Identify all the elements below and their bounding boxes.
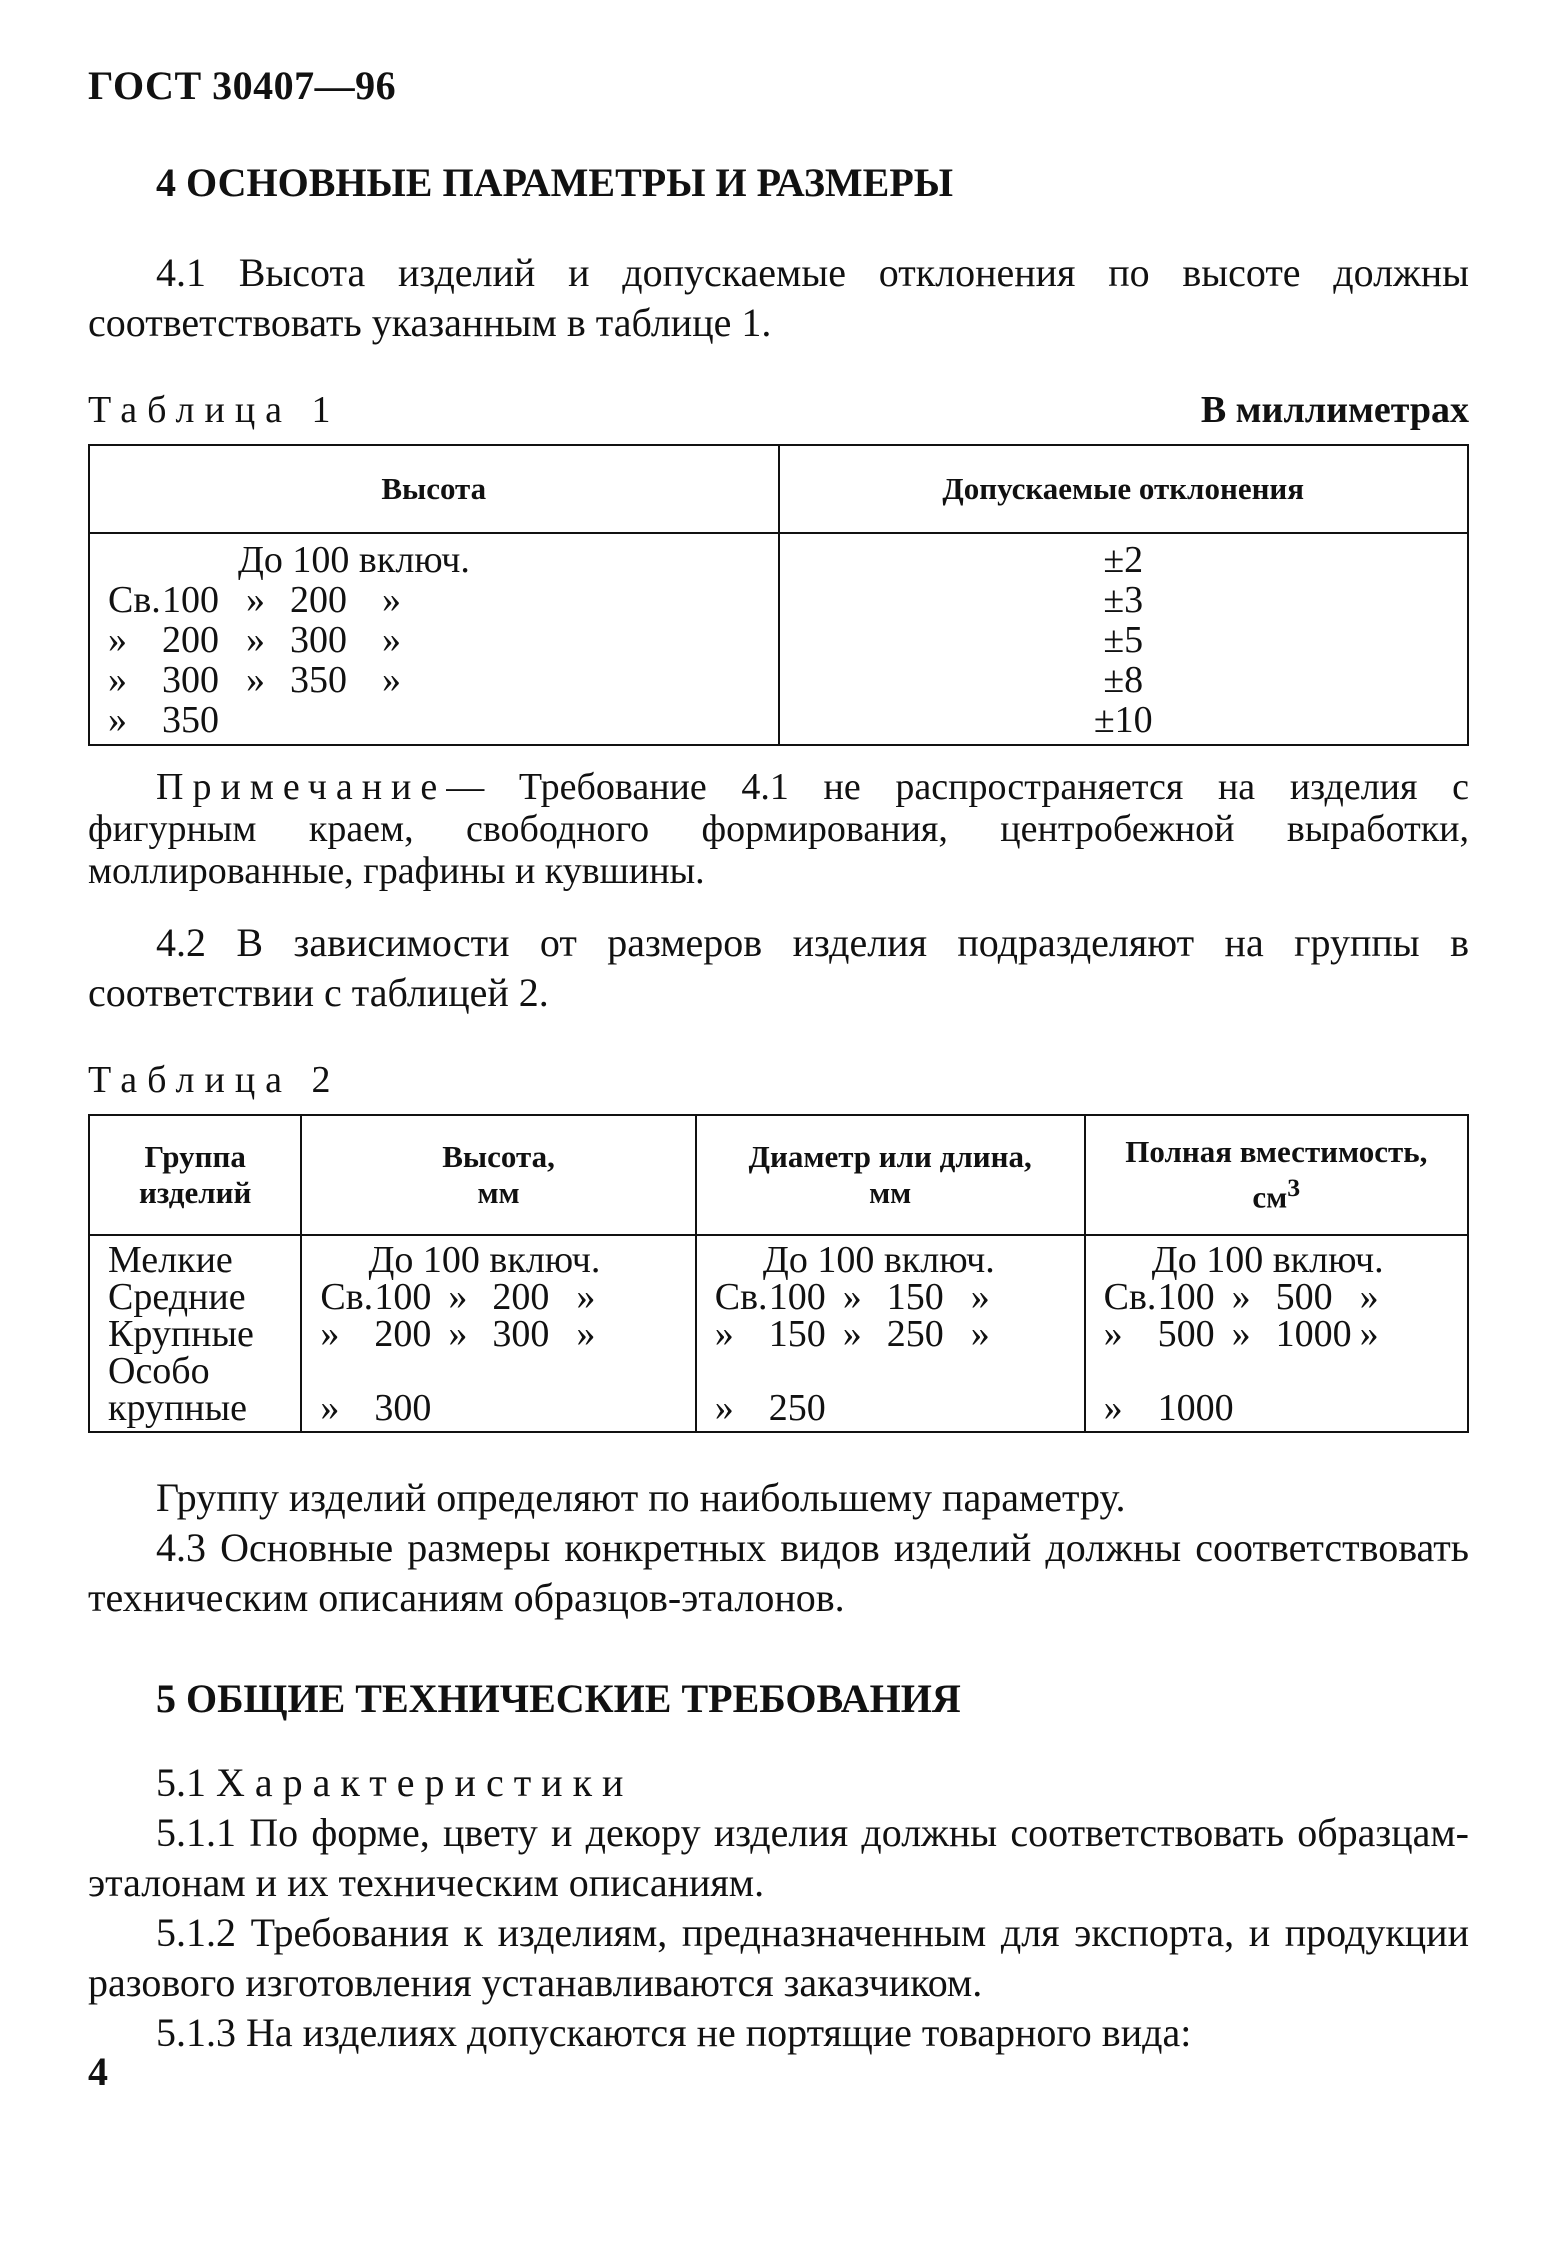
paragraph-5-1-number: 5.1: [156, 1760, 206, 1805]
paragraph-5-1-3: 5.1.3 На изделиях допускаются не портящие товарного вида:: [156, 2010, 1192, 2055]
range-row: [320, 1239, 684, 1281]
range-mark: »: [1231, 1276, 1251, 1318]
range-suffix: [971, 1390, 1001, 1427]
range-from: 200: [374, 1313, 432, 1355]
range-prefix: »: [108, 699, 127, 741]
range-to: 150: [886, 1276, 944, 1318]
group-label: Средние: [108, 1276, 246, 1318]
document-code: ГОСТ 30407—96: [88, 63, 397, 108]
table-1-height-cell: [89, 533, 779, 745]
range-from: 1000: [1157, 1387, 1234, 1429]
empty-line: [320, 1353, 684, 1390]
range-prefix: »: [108, 659, 127, 701]
table-2-header-capacity: [1085, 1115, 1468, 1235]
group-label: крупные: [108, 1387, 248, 1429]
note-label: Примечание: [156, 766, 447, 808]
table-1-body-row: [89, 533, 1468, 745]
range-row: [714, 1387, 1074, 1429]
tolerance-value: ±3: [1103, 579, 1144, 621]
range-row: [320, 1387, 684, 1429]
header-line: Диаметр или длина,: [748, 1139, 1032, 1174]
range-from: 150: [768, 1313, 826, 1355]
table-1: [88, 444, 1469, 746]
range-text: До 100 включ.: [238, 539, 470, 581]
range-prefix: Св.: [320, 1276, 374, 1318]
header-line: Высота,: [442, 1139, 555, 1174]
table-1-height-row: [108, 700, 768, 740]
paragraph-4-3: 4.3 Основные размеры конкретных видов изделий должны соответствовать техническим описаниям образцов-эталонов.: [88, 1525, 1469, 1620]
table-2-header-group: [89, 1115, 301, 1235]
table-1-height-row: [108, 620, 768, 660]
range-to: 200: [492, 1276, 550, 1318]
range-to: [887, 1390, 971, 1427]
range-to: 1000: [1275, 1313, 1352, 1355]
table-1-note: [88, 766, 1469, 892]
range-prefix: Св.: [1103, 1276, 1157, 1318]
header-line: см: [1252, 1179, 1288, 1215]
empty-line: [715, 1353, 1074, 1390]
range-from: 250: [768, 1387, 826, 1429]
range-suffix: »: [1359, 1313, 1379, 1355]
range-row: [1103, 1276, 1457, 1318]
range-row: [1103, 1387, 1457, 1429]
range-mark: »: [246, 659, 265, 701]
range-from: 100: [374, 1276, 432, 1318]
range-suffix: [576, 1390, 606, 1427]
range-suffix: »: [970, 1313, 990, 1355]
range-row: [715, 1239, 1074, 1281]
range-from: 350: [162, 699, 219, 741]
range-row: [1104, 1239, 1457, 1281]
table-1-header-tolerance: Допускаемые отклонения: [779, 445, 1469, 533]
empty-line: [1104, 1353, 1457, 1390]
range-mark: »: [1231, 1313, 1251, 1355]
table-2-header-diameter: [696, 1115, 1085, 1235]
table-1-header-row: [89, 445, 1468, 533]
table-1-caption-row: [88, 388, 1469, 432]
header-line: мм: [477, 1175, 520, 1210]
range-prefix: »: [1103, 1387, 1123, 1429]
group-label: Мелкие: [108, 1239, 233, 1281]
range-from: 100: [1157, 1276, 1215, 1318]
paragraph-5-1-label: Характеристики: [216, 1760, 634, 1805]
note-text: — Требование 4.1 не распространяется на изделия с фигурным краем, свободного формирования, центробежной выработки, моллированные, графины и кувшины.: [88, 766, 1469, 892]
range-mark: »: [448, 1276, 468, 1318]
section-5-title: 5 ОБЩИЕ ТЕХНИЧЕСКИЕ ТРЕБОВАНИЯ: [156, 1676, 961, 1721]
paragraph-4-1: 4.1 Высота изделий и допускаемые отклонения по высоте должны соответствовать указанным в таблице 1.: [88, 250, 1469, 345]
range-row: [714, 1313, 1074, 1355]
header-line: изделий: [139, 1175, 252, 1210]
range-from: 300: [374, 1387, 432, 1429]
range-to: [290, 700, 382, 740]
header-superscript: 3: [1287, 1173, 1301, 1203]
paragraph-5-1-1: 5.1.1 По форме, цвету и декору изделия должны соответствовать образцам-эталонам и их техническим описаниям.: [88, 1810, 1469, 1905]
range-mark: »: [246, 619, 265, 661]
table-2-caption-row: [88, 1058, 1469, 1102]
range-mark: »: [448, 1313, 468, 1355]
tolerance-value: ±8: [1103, 659, 1144, 701]
table-1-height-row: [108, 660, 768, 700]
range-mark: [1232, 1390, 1276, 1427]
range-mark: [843, 1390, 887, 1427]
tolerance-value: ±2: [1103, 539, 1144, 581]
table-2: [88, 1114, 1469, 1433]
range-text: До 100 включ.: [762, 1239, 995, 1281]
table-2-body-row: [89, 1235, 1468, 1432]
range-prefix: »: [714, 1387, 734, 1429]
range-suffix: »: [382, 579, 401, 621]
range-prefix: Св.: [108, 579, 161, 621]
tolerance-value: ±5: [1103, 619, 1144, 661]
range-text: До 100 включ.: [1151, 1239, 1384, 1281]
range-suffix: »: [1359, 1276, 1379, 1318]
range-prefix: Св.: [714, 1276, 768, 1318]
range-row: [714, 1276, 1074, 1318]
table-2-header-height: [301, 1115, 695, 1235]
range-prefix: »: [108, 619, 127, 661]
range-suffix: »: [382, 619, 401, 661]
range-mark: [448, 1390, 492, 1427]
range-prefix: »: [1103, 1313, 1123, 1355]
table-2-caption: Таблица 2: [88, 1059, 341, 1101]
table-2-header-row: [89, 1115, 1468, 1235]
table-1-height-row: [108, 580, 768, 620]
group-determination-note: Группу изделий определяют по наибольшему параметру.: [156, 1475, 1126, 1520]
group-label: Крупные: [108, 1313, 254, 1355]
range-to: 250: [886, 1313, 944, 1355]
range-from: 300: [162, 659, 219, 701]
range-to: 300: [492, 1313, 550, 1355]
range-suffix: »: [576, 1276, 596, 1318]
range-to: 200: [290, 579, 347, 621]
range-mark: »: [246, 579, 265, 621]
table-1-tolerance-cell: [779, 533, 1469, 745]
paragraph-5-1: [88, 1758, 1469, 1808]
range-mark: »: [842, 1276, 862, 1318]
table-2-group-cell: [89, 1235, 301, 1432]
section-4-title: 4 ОСНОВНЫЕ ПАРАМЕТРЫ И РАЗМЕРЫ: [156, 160, 954, 205]
range-row: [320, 1276, 684, 1318]
table-1-height-row: [108, 540, 768, 580]
range-to: [492, 1390, 576, 1427]
table-1-header-height: Высота: [89, 445, 779, 533]
range-mark: [246, 700, 290, 740]
range-row: [1103, 1313, 1457, 1355]
paragraph-4-2: 4.2 В зависимости от размеров изделия подразделяют на группы в соответствии с таблицей 2.: [88, 920, 1469, 1015]
table-2-capacity-cell: [1085, 1235, 1468, 1432]
range-suffix: »: [576, 1313, 596, 1355]
range-prefix: »: [714, 1313, 734, 1355]
range-suffix: [382, 700, 422, 740]
range-from: 100: [162, 579, 219, 621]
range-to: 300: [290, 619, 347, 661]
range-suffix: [1360, 1390, 1390, 1427]
range-suffix: »: [970, 1276, 990, 1318]
paragraph-5-1-2: 5.1.2 Требования к изделиям, предназначенным для экспорта, и продукции разового изготовления устанавливаются заказчиком.: [88, 1910, 1469, 2005]
range-suffix: »: [382, 659, 401, 701]
table-2-height-cell: [301, 1235, 695, 1432]
range-to: 500: [1275, 1276, 1333, 1318]
table-1-units: В миллиметрах: [1200, 389, 1469, 431]
range-from: 100: [768, 1276, 826, 1318]
header-line: мм: [869, 1175, 912, 1210]
header-line: Полная вместимость,: [1125, 1134, 1428, 1170]
range-prefix: »: [320, 1387, 340, 1429]
group-label: Особо: [108, 1350, 210, 1392]
table-2-diameter-cell: [696, 1235, 1085, 1432]
range-to: [1276, 1390, 1360, 1427]
range-to: 350: [290, 659, 347, 701]
range-from: 500: [1157, 1313, 1215, 1355]
table-1-caption: Таблица 1: [88, 389, 341, 431]
page-number: 4: [88, 2049, 108, 2094]
header-line: Группа: [144, 1139, 246, 1174]
tolerance-value: ±10: [1093, 699, 1153, 741]
range-prefix: »: [320, 1313, 340, 1355]
range-text: До 100 включ.: [368, 1239, 601, 1281]
range-mark: »: [842, 1313, 862, 1355]
range-from: 200: [162, 619, 219, 661]
range-row: [320, 1313, 684, 1355]
